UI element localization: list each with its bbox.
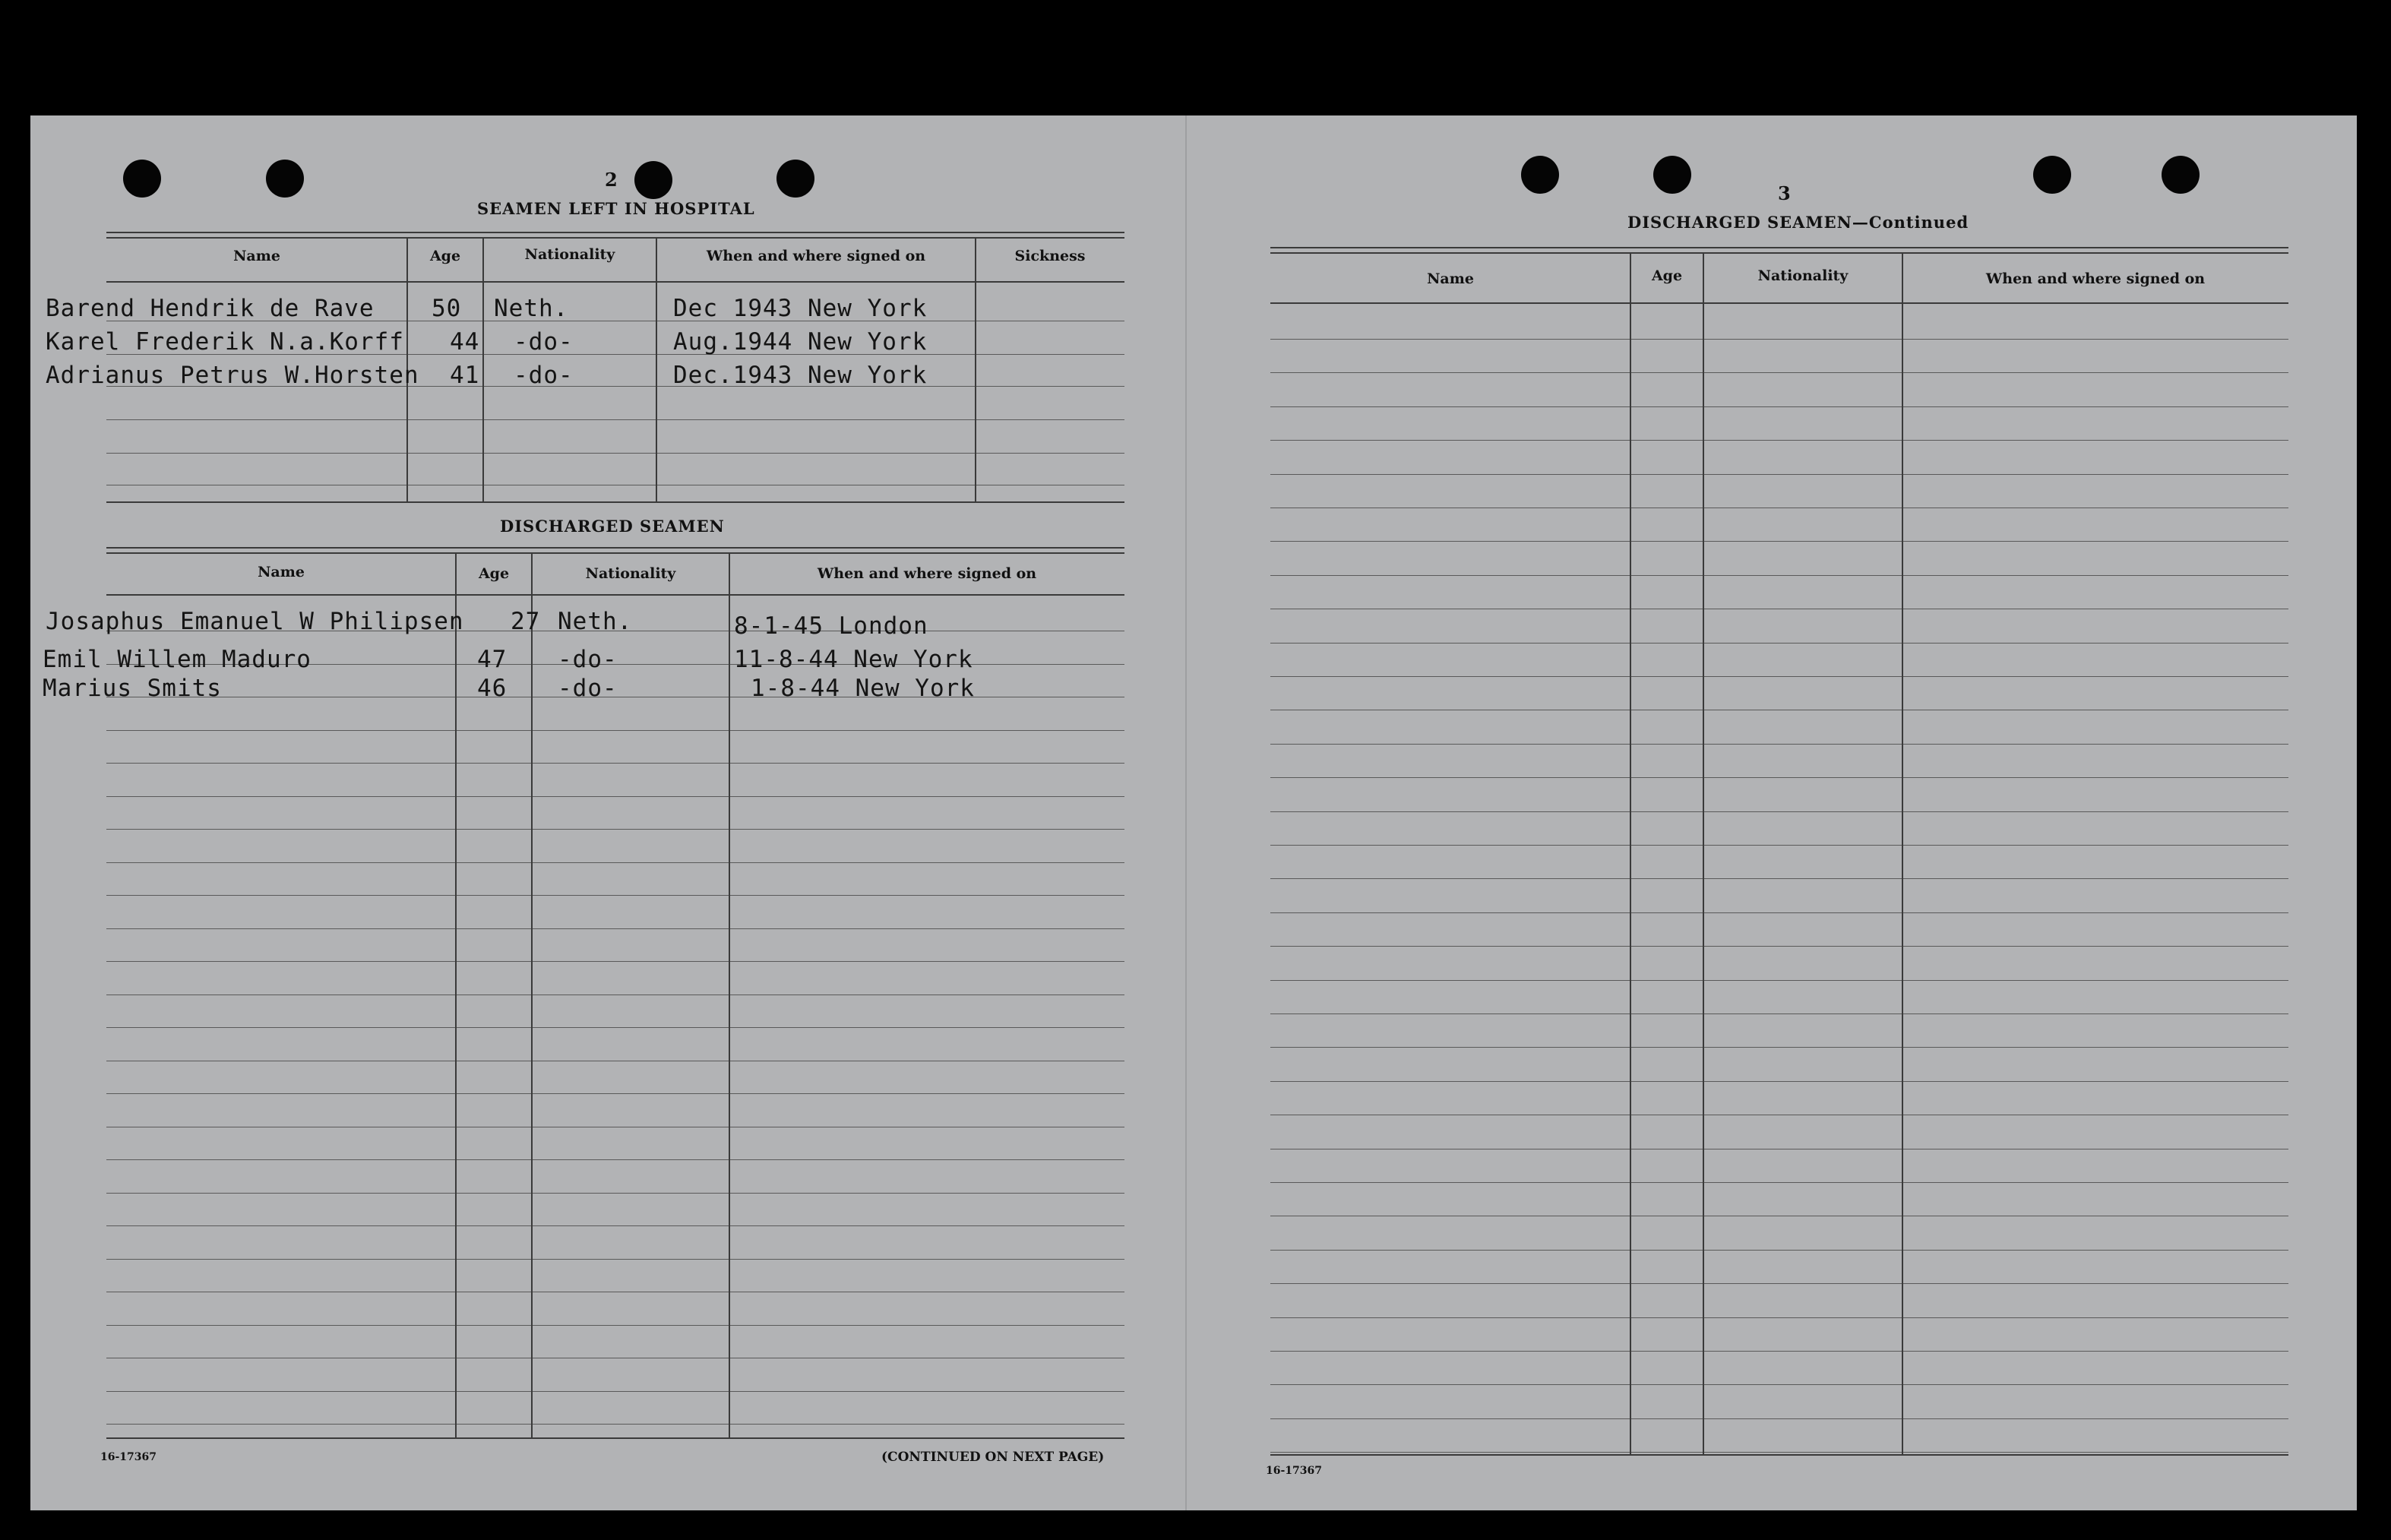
left-page: [30, 115, 1187, 1510]
discharged-row-age: 46: [477, 675, 508, 702]
col-header-sickness: Sickness: [1014, 248, 1086, 264]
row-rule: [106, 829, 1124, 830]
table-top-rule: [106, 232, 1124, 233]
hospital-row-age: 44: [450, 328, 480, 356]
hospital-row-nationality: -do-: [514, 328, 574, 356]
col-header-age: Age: [478, 565, 510, 582]
discharged-row-signed: 8-1-45 London: [734, 612, 928, 640]
continued-note: (CONTINUED ON NEXT PAGE): [881, 1450, 1105, 1465]
row-rule: [1270, 912, 2288, 913]
row-rule: [1270, 1047, 2288, 1048]
form-number: 16-17367: [1266, 1465, 1322, 1477]
punch-hole: [2033, 156, 2071, 194]
row-rule: [106, 1424, 1124, 1425]
row-rule: [1270, 643, 2288, 644]
row-rule: [1270, 878, 2288, 879]
hospital-row-name: Adrianus Petrus W.Horsten: [46, 362, 419, 389]
table-top-rule: [1270, 247, 2288, 248]
col-divider: [729, 552, 730, 1437]
row-rule: [1270, 1250, 2288, 1251]
table-top-rule: [106, 552, 1124, 554]
hospital-row-name: Barend Hendrik de Rave: [46, 295, 375, 322]
header-rule: [1270, 302, 2288, 304]
row-rule: [106, 763, 1124, 764]
row-rule: [1270, 1418, 2288, 1419]
col-header-age: Age: [1651, 267, 1683, 284]
hospital-row-age: 41: [450, 362, 480, 389]
col-header-name: Name: [233, 248, 280, 264]
hospital-row-signed: Aug.1944 New York: [673, 328, 928, 356]
punch-hole: [1653, 156, 1691, 194]
row-rule: [1270, 440, 2288, 441]
col-divider: [1902, 252, 1903, 1454]
row-rule: [106, 1391, 1124, 1392]
row-rule: [1270, 339, 2288, 340]
row-rule: [1270, 474, 2288, 475]
hospital-row-nationality: -do-: [514, 362, 574, 389]
row-rule: [1270, 811, 2288, 812]
discharged-row-nationality: -do-: [558, 646, 618, 673]
table-bottom-rule: [106, 1437, 1124, 1439]
row-rule: [1270, 980, 2288, 981]
header-rule: [106, 594, 1124, 596]
table-top-rule: [1270, 252, 2288, 254]
row-rule: [1270, 372, 2288, 373]
row-rule: [106, 1193, 1124, 1194]
discharged-row-name: Marius Smits: [43, 675, 222, 702]
row-rule: [106, 1093, 1124, 1094]
col-divider: [656, 237, 657, 501]
right-page: [1187, 115, 2357, 1510]
row-rule: [106, 1027, 1124, 1028]
header-rule: [106, 281, 1124, 283]
page-number: 2: [605, 169, 618, 191]
discharged-row-name: Emil Willem Maduro: [43, 646, 312, 673]
row-rule: [1270, 1182, 2288, 1183]
row-rule: [106, 895, 1124, 896]
punch-hole: [1521, 156, 1559, 194]
table-bottom-rule: [106, 501, 1124, 503]
col-header-signed-on: When and where signed on: [817, 565, 1037, 582]
punch-hole: [266, 160, 304, 198]
row-rule: [106, 1159, 1124, 1160]
col-header-nationality: Nationality: [585, 565, 676, 582]
row-rule: [106, 419, 1124, 420]
row-rule: [1270, 744, 2288, 745]
row-rule: [1270, 1283, 2288, 1284]
punch-hole: [776, 160, 814, 198]
col-divider: [1630, 252, 1631, 1454]
row-rule: [1270, 575, 2288, 576]
hospital-row-signed: Dec.1943 New York: [673, 362, 928, 389]
hospital-row-nationality: Neth.: [494, 295, 569, 322]
row-rule: [106, 796, 1124, 797]
discharged-row-age: 27: [511, 608, 541, 635]
discharged-row-signed: 1-8-44 New York: [751, 675, 975, 702]
row-rule: [1270, 1351, 2288, 1352]
row-rule: [106, 453, 1124, 454]
row-rule: [1270, 777, 2288, 778]
section-title-discharged-continued: DISCHARGED SEAMEN—Continued: [1627, 213, 1969, 232]
hospital-row-signed: Dec 1943 New York: [673, 295, 928, 322]
col-header-name: Name: [258, 564, 305, 580]
row-rule: [1270, 406, 2288, 407]
discharged-row-age: 47: [477, 646, 508, 673]
row-rule: [1270, 1013, 2288, 1014]
punch-hole: [2162, 156, 2200, 194]
row-rule: [1270, 845, 2288, 846]
col-header-age: Age: [429, 248, 461, 264]
discharged-row-nationality: -do-: [558, 675, 618, 702]
row-rule: [106, 961, 1124, 962]
row-rule: [106, 730, 1124, 731]
page-number: 3: [1778, 182, 1791, 204]
discharged-row-signed: 11-8-44 New York: [734, 646, 973, 673]
table-top-rule: [106, 547, 1124, 549]
row-rule: [106, 1325, 1124, 1326]
col-header-nationality: Nationality: [524, 246, 615, 263]
col-header-signed-on: When and where signed on: [1985, 270, 2206, 287]
discharged-row-nationality: Neth.: [558, 608, 633, 635]
row-rule: [106, 1225, 1124, 1226]
row-rule: [106, 1259, 1124, 1260]
row-rule: [1270, 1384, 2288, 1385]
form-number: 16-17367: [100, 1451, 157, 1463]
row-rule: [1270, 946, 2288, 947]
row-rule: [1270, 541, 2288, 542]
row-rule: [1270, 676, 2288, 677]
row-rule: [1270, 1452, 2288, 1453]
row-rule: [1270, 1317, 2288, 1318]
col-divider: [1703, 252, 1704, 1454]
discharged-row-name: Josaphus Emanuel W Philipsen: [46, 608, 464, 635]
col-divider: [455, 552, 457, 1437]
col-divider: [975, 237, 976, 501]
col-header-nationality: Nationality: [1757, 267, 1849, 284]
hospital-row-name: Karel Frederik N.a.Korff: [46, 328, 404, 356]
punch-hole: [634, 161, 672, 199]
section-title-hospital: SEAMEN LEFT IN HOSPITAL: [477, 199, 755, 218]
col-header-signed-on: When and where signed on: [706, 248, 926, 264]
punch-hole: [123, 160, 161, 198]
col-divider: [531, 552, 533, 1437]
col-divider: [482, 237, 484, 501]
col-header-name: Name: [1427, 270, 1474, 287]
row-rule: [106, 862, 1124, 863]
table-bottom-rule: [1270, 1454, 2288, 1456]
hospital-row-age: 50: [432, 295, 462, 322]
row-rule: [106, 928, 1124, 929]
row-rule: [1270, 1081, 2288, 1082]
section-title-discharged: DISCHARGED SEAMEN: [500, 517, 725, 536]
table-top-rule: [106, 237, 1124, 239]
